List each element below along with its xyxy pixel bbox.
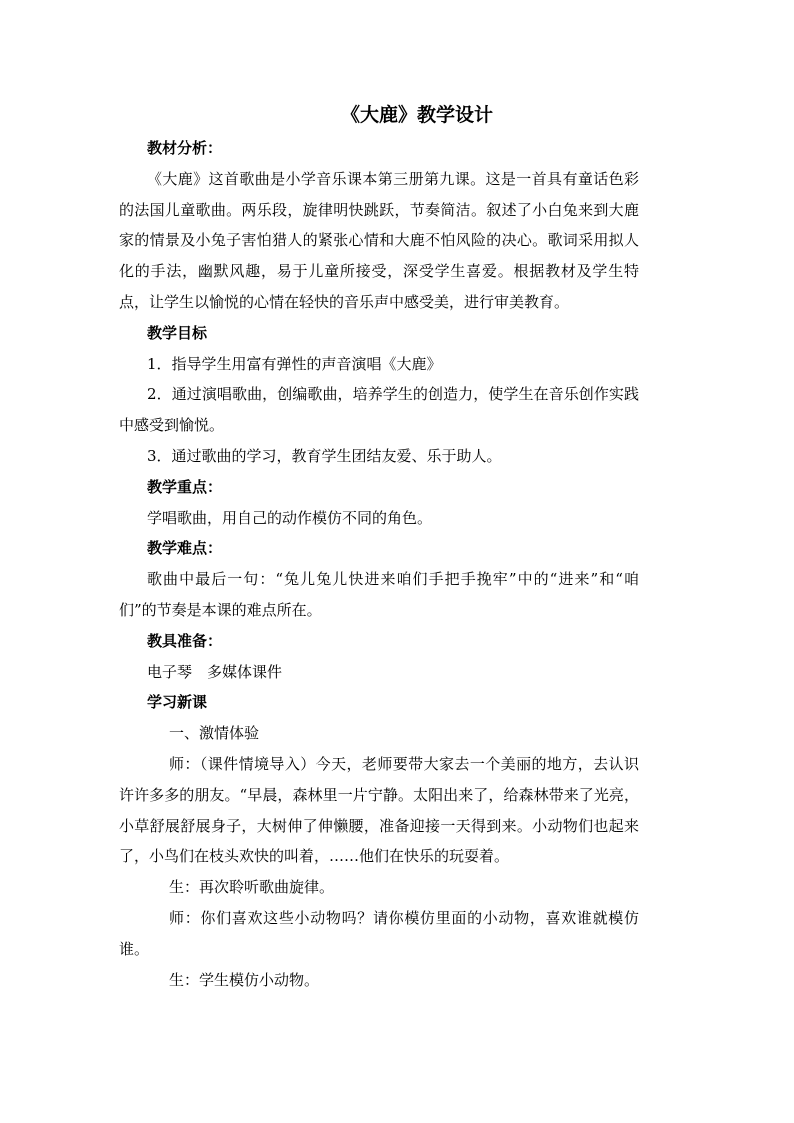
analysis-paragraph: 《大鹿》这首歌曲是小学音乐课本第三册第九课。这是一首具有童话色彩的法国儿童歌曲。两乐段，旋律明快跳跃，节奏简洁。叙述了小白兔来到大鹿家的情景及小兔子害怕猎人的紧张心情和大鹿不怕风险的决心。歌词采用拟人化的手法，幽默风趣，易于儿童所接受，深受学生喜爱。根据教材及学生特点，让学生以愉悦的心情在轻快的音乐声中感受美，进行审美教育。 — [119, 169, 639, 311]
analysis-heading: 教材分析： — [147, 139, 223, 157]
tools-heading: 教具准备： — [147, 631, 223, 650]
goal-item-2: 2．通过演唱歌曲，创编歌曲，培养学生的创造力，使学生在音乐创作实践中感受到愉悦。 — [119, 385, 639, 435]
goal-item-1: 1．指导学生用富有弹性的声音演唱《大鹿》 — [147, 354, 442, 373]
difficulty-text: 歌曲中最后一句：“兔儿兔儿快进来咱们手把手挽牢”中的“进来”和“咱们”的节奏是本课的难点所在。 — [119, 570, 639, 619]
tools-text: 电子琴 多媒体课件 — [147, 662, 283, 681]
lesson-step-1: 一、激情体验 — [169, 724, 260, 743]
teacher-line-2: 师：你们喜欢这些小动物吗？请你模仿里面的小动物，喜欢谁就模仿谁。 — [119, 908, 639, 958]
key-point-text: 学唱歌曲，用自己的动作模仿不同的角色。 — [147, 508, 433, 527]
key-point-heading: 教学重点： — [147, 477, 223, 496]
difficulty-heading: 教学难点： — [147, 539, 223, 558]
teacher-line-1: 师：（课件情境导入）今天，老师要带大家去一个美丽的地方，去认识许许多多的朋友。“早晨，森林里一片宁静。太阳出来了，给森林带来了光亮，小草舒展舒展身子，大树伸了伸懒腰，准备迎接一天得到来。小动物们也起来了，小鸟们在枝头欢快的叫着，……他们在快乐的玩耍着。 — [119, 754, 639, 866]
document-body — [119, 133, 639, 995]
goals-heading: 教学目标 — [147, 323, 208, 342]
goal-item-3: 3．通过歌曲的学习，教育学生团结友爱、乐于助人。 — [147, 446, 502, 465]
page-title: 《大鹿》教学设计 — [340, 104, 493, 126]
student-line-2: 生：学生模仿小动物。 — [169, 970, 320, 989]
lesson-heading: 学习新课 — [147, 693, 208, 712]
student-line-1: 生：再次聆听歌曲旋律。 — [169, 878, 335, 897]
